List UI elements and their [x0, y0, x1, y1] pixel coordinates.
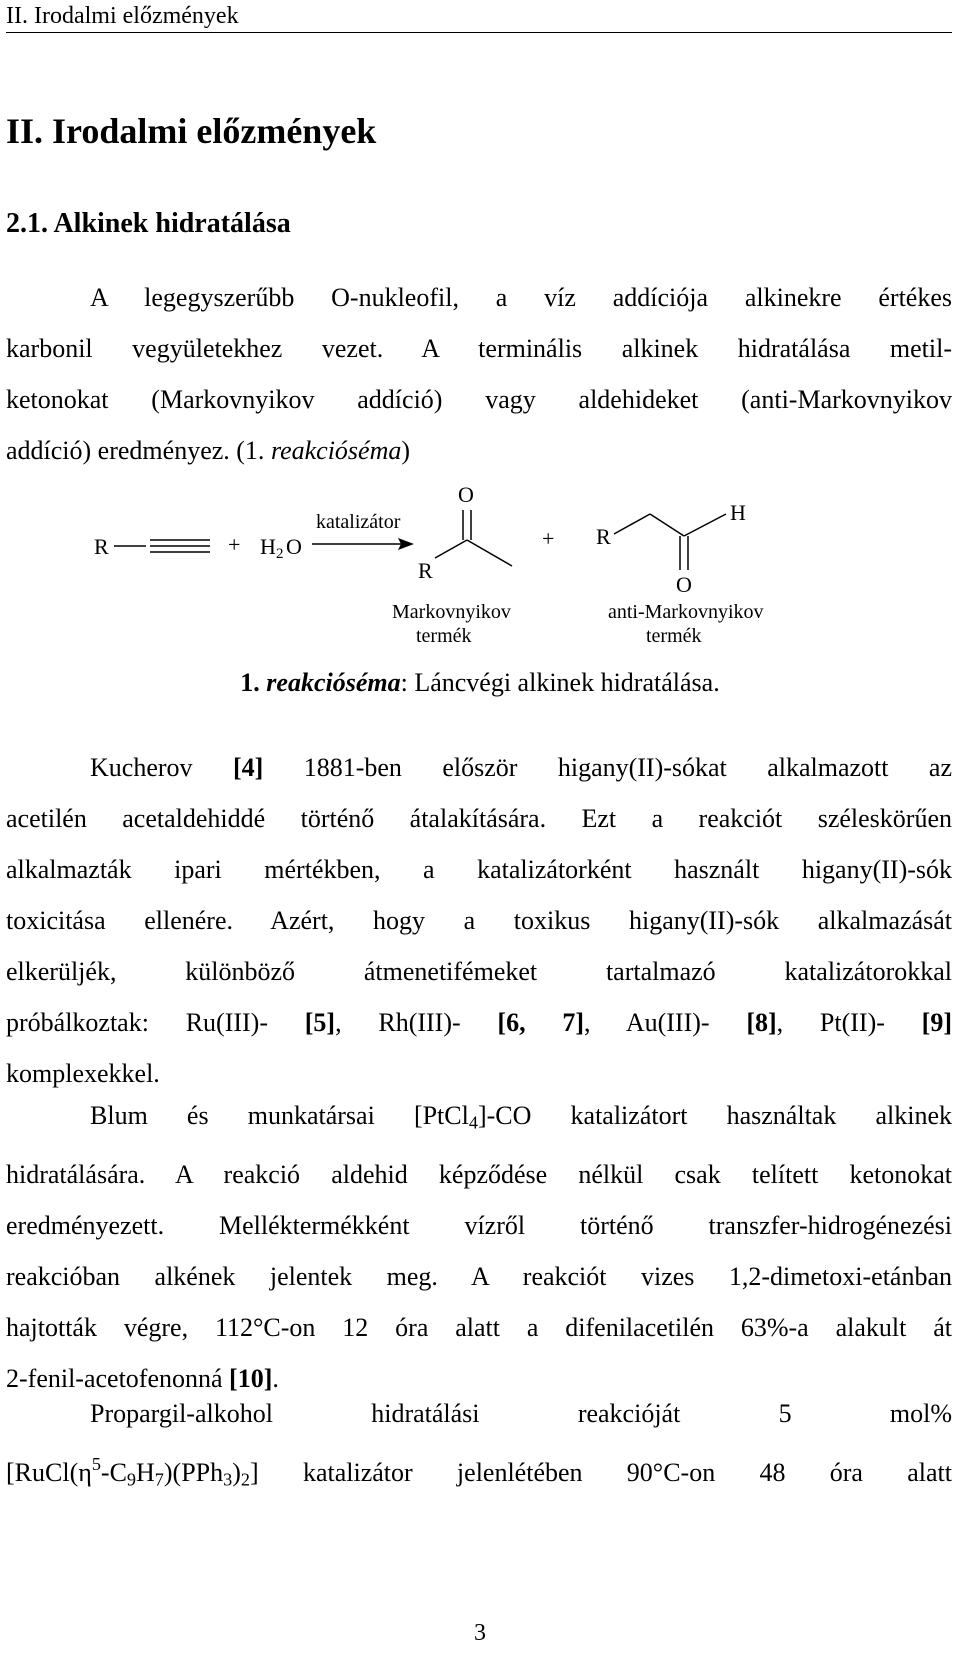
text-line: addíció) eredményez. (1. reakcióséma): [6, 436, 411, 465]
paragraph-blum: [6, 1090, 952, 1404]
page-number: 3: [474, 1620, 486, 1646]
citation: [6, 7]: [497, 1008, 585, 1037]
text-line: hidratálására. A reakció aldehid képződése nélkül csak telített ketonokat: [6, 1159, 952, 1189]
text-line: ketonokat (Markovnyikov addíció) vagy aldehideket (anti-Markovnyikov: [6, 385, 952, 414]
plus-sign: +: [542, 526, 555, 551]
text-line: reakcióban alkének jelentek meg. A reakciót vizes 1,2-dimetoxi-etánban: [6, 1261, 952, 1291]
chapter-title: II. Irodalmi előzmények: [6, 111, 377, 151]
scheme-reference: reakcióséma: [270, 436, 402, 465]
text-line: toxicitása ellenére. Azért, hogy a toxikus higany(II)-sók alkalmazását: [6, 906, 952, 935]
text-line: A legegyszerűbb O-nukleofil, a víz addíciója alkinekre értékes: [90, 283, 952, 312]
text-line: $[RuCl(\eta^5-C_9H_7)(PPh_3)_2]$ katalizátor jelenlétében 90°C-on 48 óra alatt: [6, 1454, 952, 1490]
paragraph-propargyl: [6, 1388, 952, 1505]
text-line: Kucherov [4] 1881-ben először higany(II)-sókat alkalmazott az: [90, 753, 953, 782]
text-line: acetilén acetaldehiddé történő átalakítására. Ezt a reakciót széleskörűen: [6, 804, 952, 833]
citation: [9]: [921, 1008, 952, 1037]
catalyst-label: katalizátor: [316, 511, 401, 533]
aldehyde-r-label: R: [596, 524, 611, 549]
water-h: H: [260, 534, 276, 559]
anti-markovnikov-label: anti-Markovnyikov: [608, 601, 764, 623]
markovnikov-label: Markovnyikov: [392, 601, 511, 623]
running-header: [6, 2, 952, 33]
paragraph-kucherov: [6, 742, 952, 1099]
alkyne-r-label: R: [94, 534, 109, 559]
ketone-bond: [467, 540, 512, 566]
caption-number: 1.: [240, 668, 267, 697]
citation: [10]: [229, 1363, 273, 1393]
text-line: alkalmazták ipari mértékben, a katalizátorként használt higany(II)-sók: [6, 855, 952, 884]
ketone-r-label: R: [418, 558, 433, 583]
citation: [8]: [746, 1008, 777, 1037]
text-line: elkerüljék, különböző átmenetifémeket tartalmazó katalizátorokkal: [6, 957, 952, 986]
water-o: O: [286, 534, 302, 559]
ketone-bond: [435, 540, 467, 558]
reaction-scheme: [80, 480, 800, 660]
section-title: 2.1. Alkinek hidratálása: [6, 208, 291, 239]
caption-label: reakcióséma: [266, 668, 401, 697]
plus-sign: +: [228, 532, 241, 557]
text-line: komplexekkel.: [6, 1059, 160, 1088]
text-line: hajtották végre, 112°C-on 12 óra alatt a difenilacetilén 63%-a alakult át: [6, 1312, 952, 1342]
aldehyde-h-label: H: [730, 500, 746, 525]
aldehyde-o-label: O: [676, 572, 692, 597]
text-line: 2-fenil-acetofenonná [10].: [6, 1363, 279, 1393]
anti-markovnikov-label-2: termék: [646, 625, 702, 647]
text-line: próbálkoztak: Ru(III)- [5], Rh(III)- [6, 7], Au(III)- [8], Pt(II)- [9]: [6, 1008, 952, 1037]
ketone-o-label: O: [458, 482, 474, 507]
water-subscript: 2: [276, 546, 284, 562]
scheme-caption: [0, 668, 960, 698]
markovnikov-label-2: termék: [416, 625, 472, 647]
text-line: eredményezett. Melléktermékként vízről történő transzfer-hidrogénezési: [6, 1210, 952, 1240]
paragraph-intro: [6, 272, 952, 476]
caption-text: : Láncvégi alkinek hidratálása.: [400, 668, 720, 697]
aldehyde-bond: [684, 514, 726, 536]
text-line: Propargil-alkohol hidratálási reakcióját 5 mol%: [90, 1399, 952, 1428]
citation: [4]: [232, 753, 264, 782]
running-header-title: II. Irodalmi előzmények: [6, 3, 239, 29]
aldehyde-bond: [614, 514, 650, 534]
citation: [5]: [304, 1008, 336, 1037]
aldehyde-bond: [650, 514, 684, 536]
text-line: karbonil vegyületekhez vezet. A terminális alkinek hidratálása metil-: [6, 334, 952, 363]
text-line: Blum és munkatársai [PtCl$_4$]-CO katalizátort használtak alkinek: [90, 1101, 953, 1133]
